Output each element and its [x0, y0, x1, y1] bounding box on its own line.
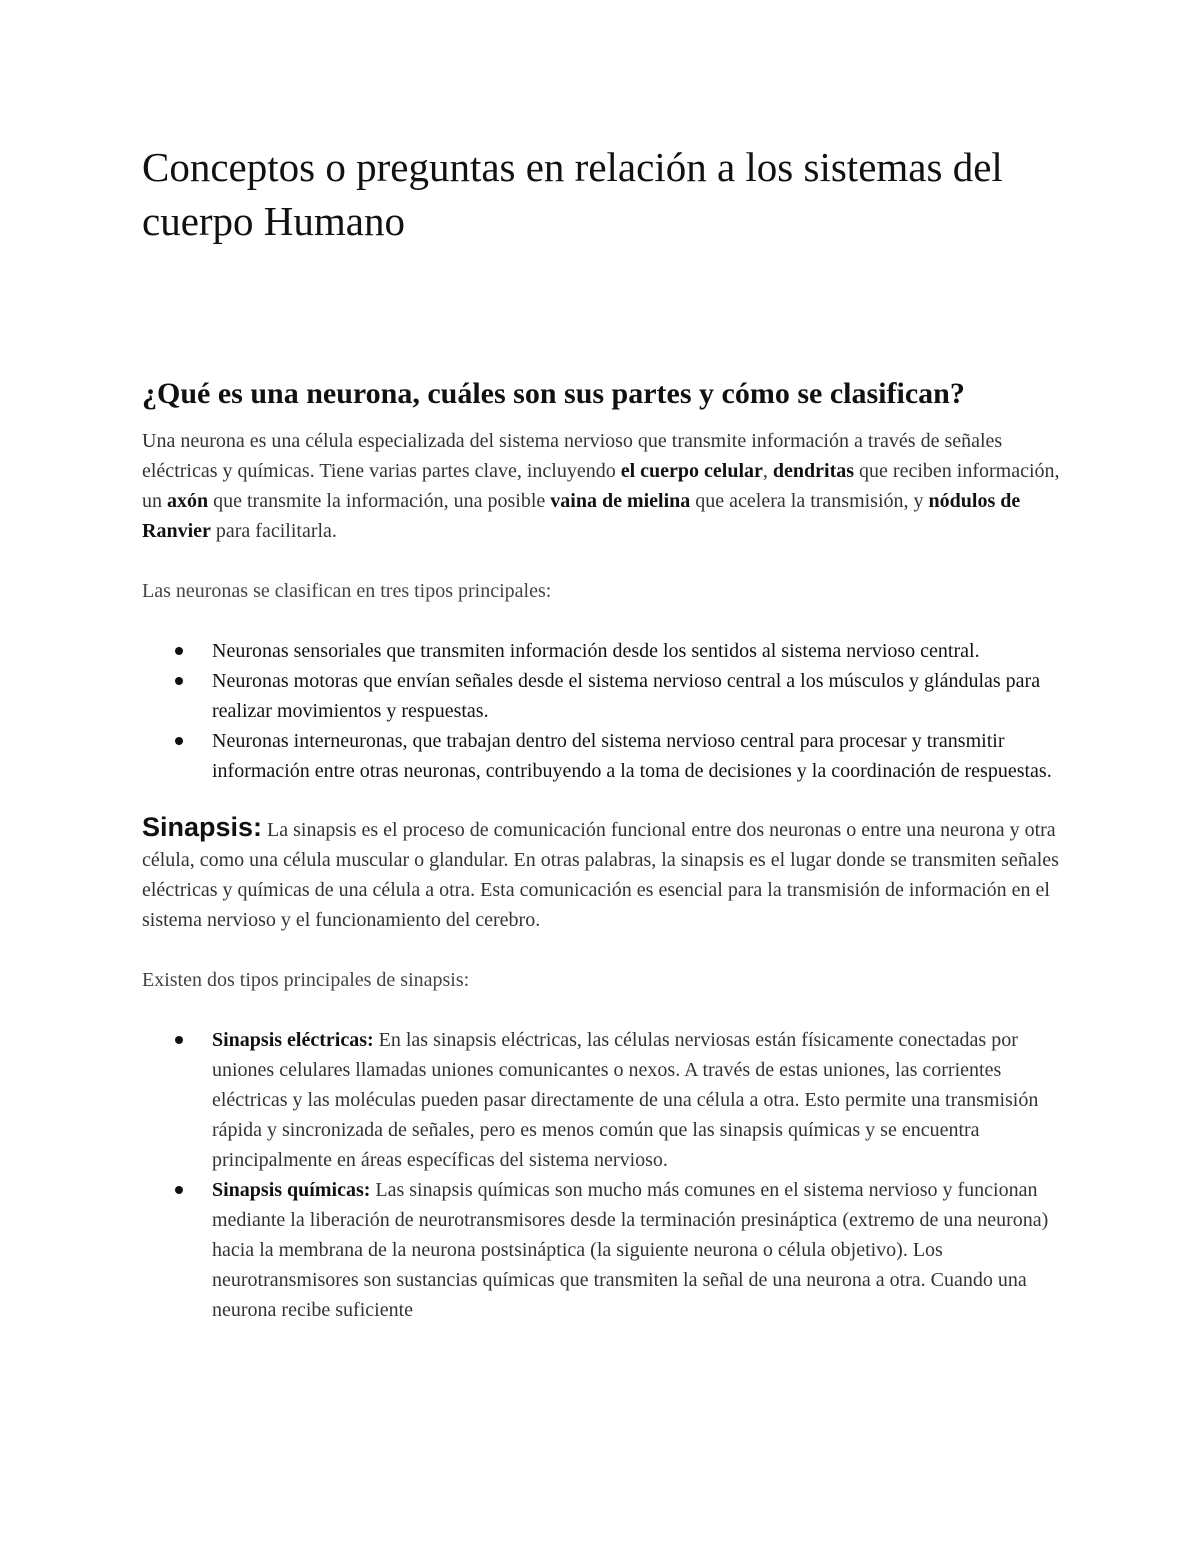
- neuron-types-list: [142, 636, 1062, 786]
- term-dendritas: dendritas: [772, 460, 855, 482]
- term-nodulos-ranvier: nódulos de Ranvier: [142, 490, 1021, 542]
- list-item: [142, 1175, 1062, 1325]
- list-item-text: Neuronas sensoriales que transmiten información desde los sentidos al sistema nervioso central.: [212, 640, 980, 662]
- bullet-icon: [175, 677, 183, 685]
- term-cuerpo-celular: el cuerpo celular: [620, 460, 763, 482]
- intro-text: Una neurona es una célula especializada del sistema nervioso que transmite información a través de señales eléctricas y químicas. Tiene varias partes clave, incluyendo: [142, 430, 1003, 482]
- sinapsis-type-text: Las sinapsis químicas son mucho más comunes en el sistema nervioso y funcionan mediante la liberación de neurotransmisores desde la terminación presináptica (extremo de una neurona) hacia la membrana de la neurona postsináptica (la siguiente neurona o célula objetivo). Los neurotransmisores son sustancias químicas que transmiten la señal de una neurona a otra. Cuando una neurona recibe suficiente: [212, 1179, 1049, 1321]
- sinapsis-text: La sinapsis es el proceso de comunicación funcional entre dos neuronas o entre una neurona y otra célula, como una célula muscular o glandular. En otras palabras, la sinapsis es el lugar donde se transmiten señales eléctricas y químicas de una célula a otra. Esta comunicación es esencial para la transmisión de información en el sistema nervioso y el funcionamiento del cerebro.: [142, 819, 1059, 931]
- sinapsis-type-label: Sinapsis eléctricas:: [212, 1029, 374, 1051]
- sinapsis-types-intro: Existen dos tipos principales de sinapsis:: [142, 969, 470, 991]
- document-title: Conceptos o preguntas en relación a los sistemas del cuerpo Humano: [142, 144, 1003, 244]
- list-item: [142, 666, 1062, 726]
- bullet-icon: [175, 1036, 183, 1044]
- bullet-icon: [175, 1186, 183, 1194]
- classification-intro: Las neuronas se clasifican en tres tipos principales:: [142, 580, 552, 602]
- term-vaina-mielina: vaina de mielina: [550, 490, 691, 512]
- section-heading-neurona: ¿Qué es una neurona, cuáles son sus partes y cómo se clasifican?: [142, 377, 965, 410]
- sinapsis-types-list: [142, 1025, 1062, 1325]
- neurona-intro-paragraph: [142, 426, 1062, 546]
- list-item-text: Neuronas interneuronas, que trabajan dentro del sistema nervioso central para procesar y transmitir información entre otras neuronas, contribuyendo a la toma de decisiones y la coordinación de respuestas.: [212, 730, 1052, 782]
- intro-text: que reciben información, un: [142, 460, 1060, 512]
- intro-text: que acelera la transmisión, y: [690, 490, 929, 512]
- intro-text: que transmite la información, una posible: [208, 490, 551, 512]
- sinapsis-paragraph: [142, 812, 1062, 935]
- bullet-icon: [175, 647, 183, 655]
- term-axon: axón: [167, 490, 209, 512]
- intro-text: ,: [762, 460, 773, 482]
- list-item: [142, 636, 1062, 666]
- bullet-icon: [175, 737, 183, 745]
- list-item: [142, 726, 1062, 786]
- list-item-text: Neuronas motoras que envían señales desde el sistema nervioso central a los músculos y glándulas para realizar movimientos y respuestas.: [212, 670, 1041, 722]
- document-page: [142, 140, 1062, 1325]
- sinapsis-type-label: Sinapsis químicas:: [212, 1179, 371, 1201]
- sinapsis-type-text: En las sinapsis eléctricas, las células nerviosas están físicamente conectadas por uniones celulares llamadas uniones comunicantes o nexos. A través de estas uniones, las corrientes eléctricas y las moléculas pueden pasar directamente de una célula a otra. Esto permite una transmisión rápida y sincronizada de señales, pero es menos común que las sinapsis químicas y se encuentra principalmente en áreas específicas del sistema nervioso.: [212, 1029, 1039, 1171]
- sinapsis-label: Sinapsis:: [142, 812, 263, 842]
- list-item: [142, 1025, 1062, 1175]
- intro-text: para facilitarla.: [210, 520, 337, 542]
